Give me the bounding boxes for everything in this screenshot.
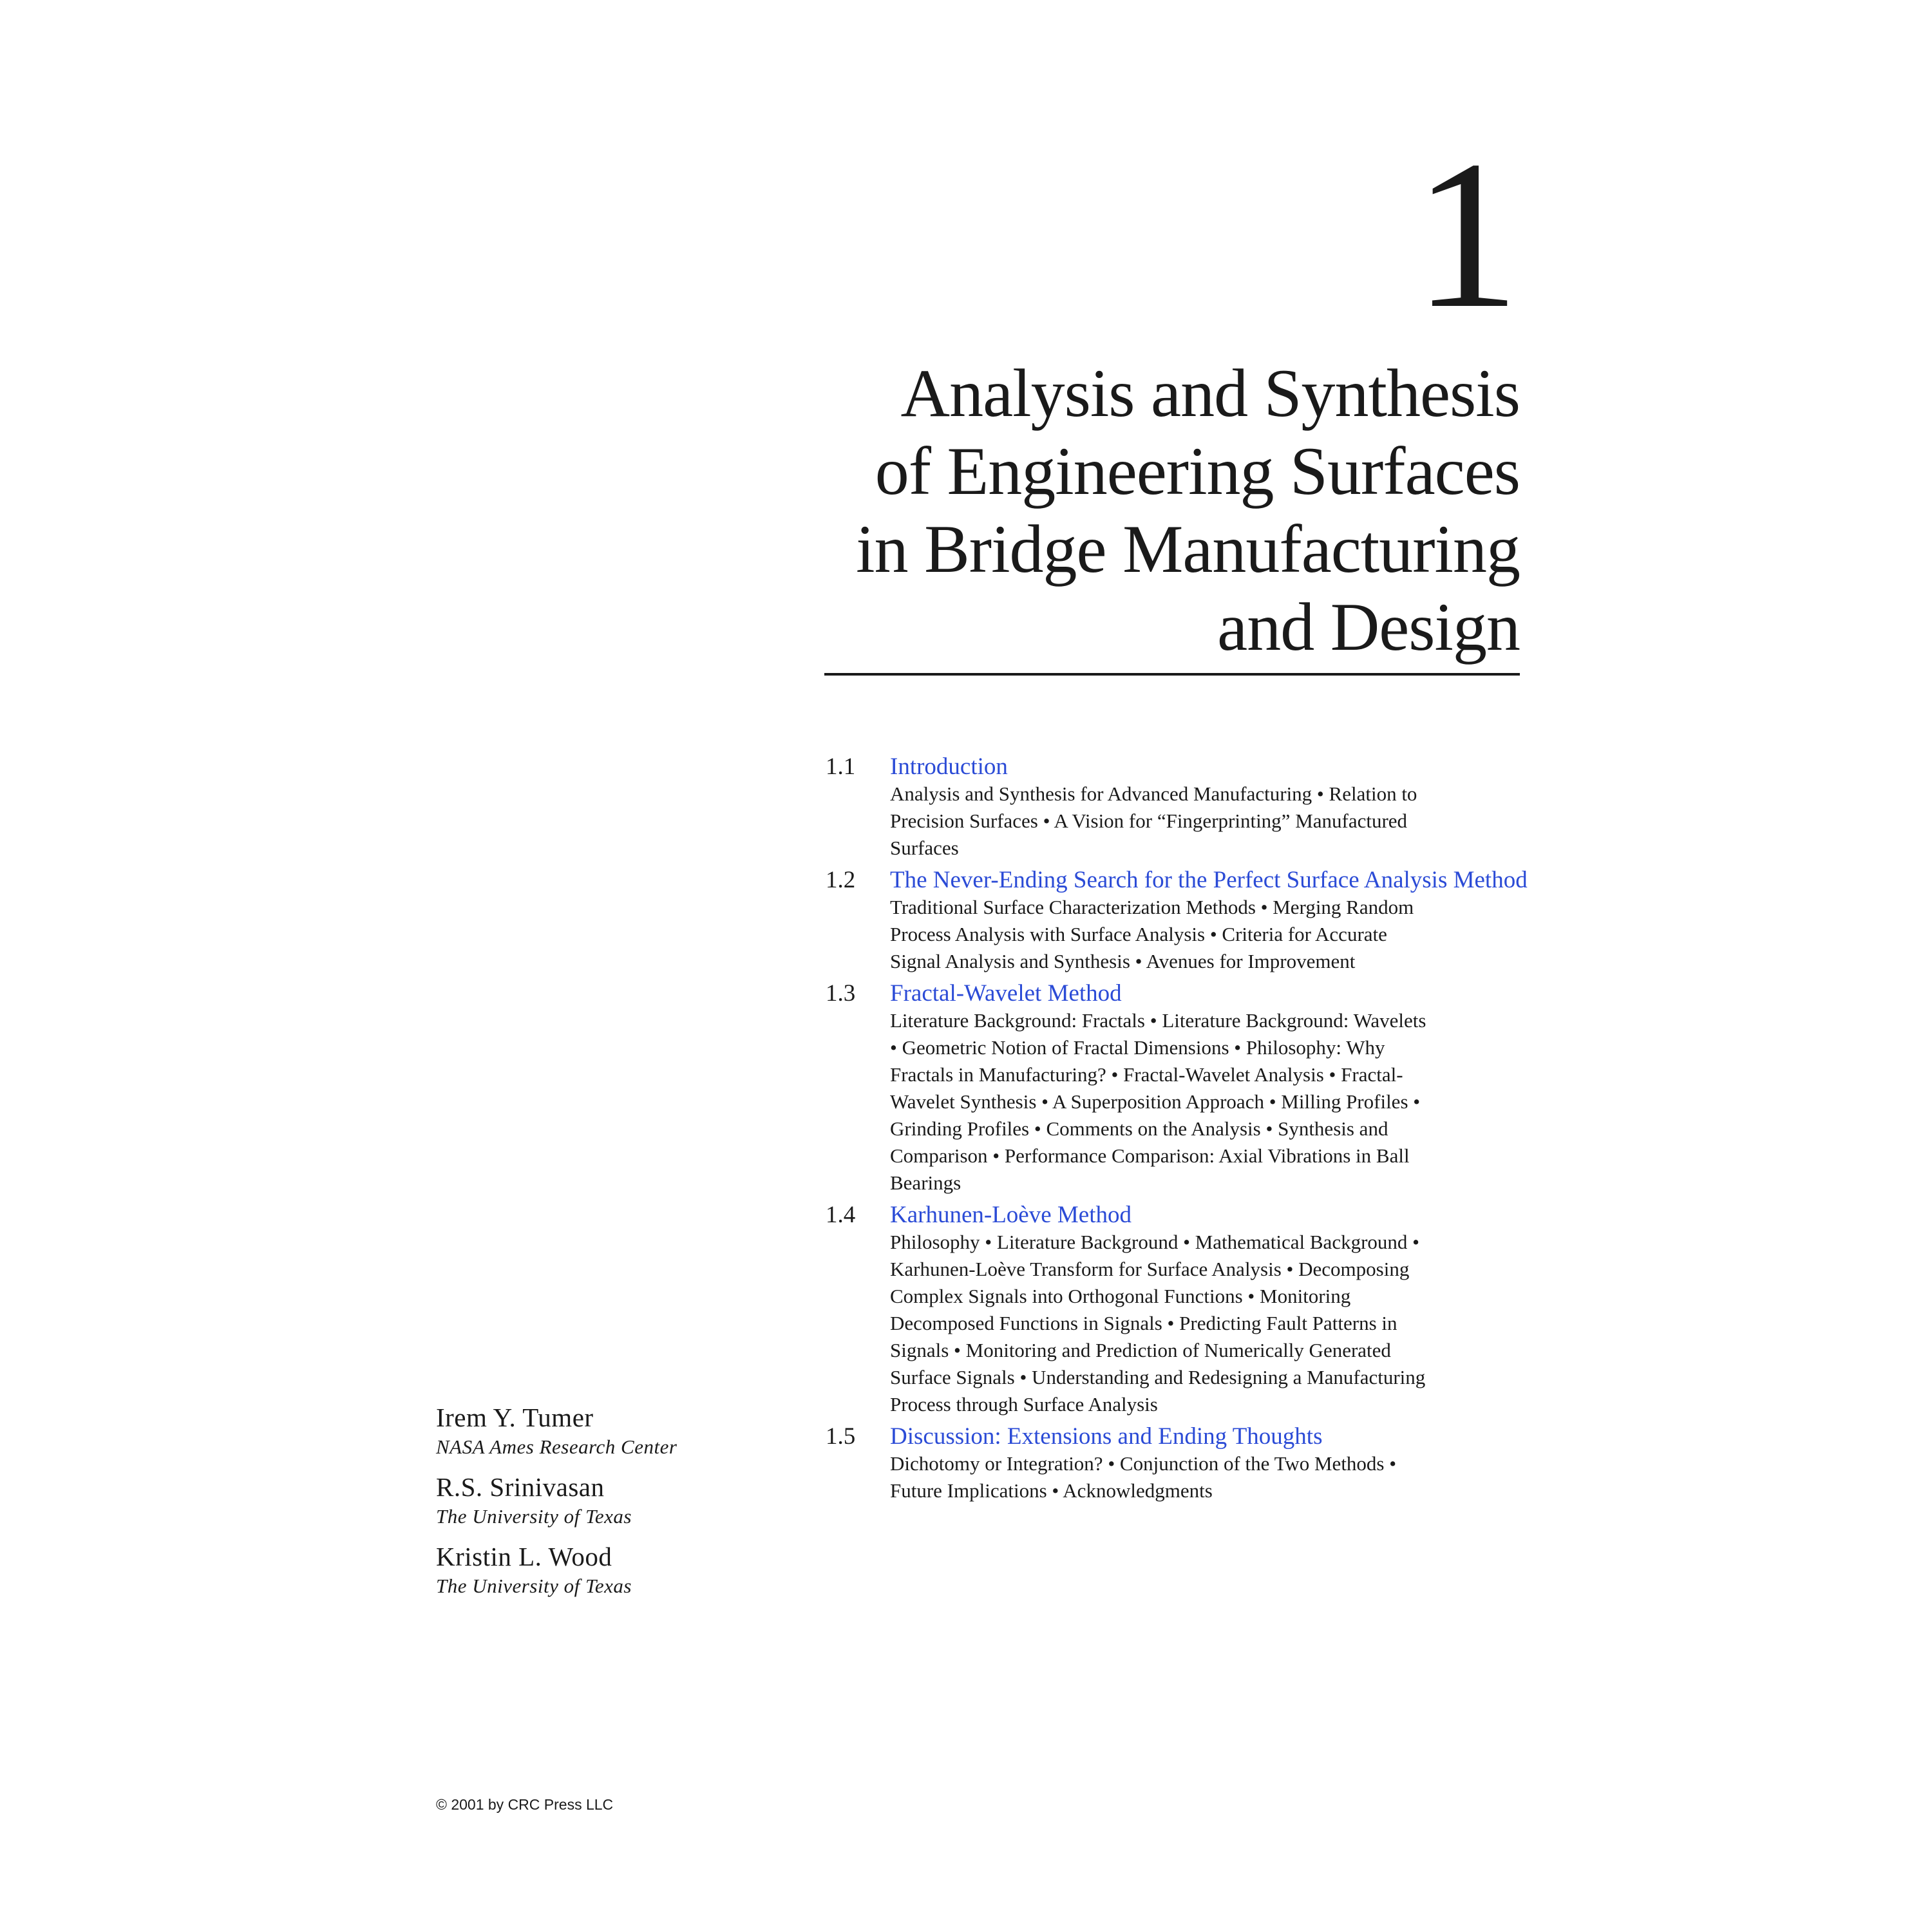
author-affiliation: The University of Texas xyxy=(436,1505,632,1528)
toc-section-number: 1.3 xyxy=(826,980,856,1007)
copyright-notice: © 2001 by CRC Press LLC xyxy=(436,1796,614,1813)
toc-entry-1-5 xyxy=(826,1423,1534,1504)
chapter-title xyxy=(747,354,1520,666)
author-affiliation: NASA Ames Research Center xyxy=(436,1435,677,1458)
toc-entry-1-3 xyxy=(826,980,1534,1197)
toc-section-link-fractal-wavelet[interactable]: Fractal-Wavelet Method xyxy=(890,980,1122,1007)
toc-entry-1-1 xyxy=(826,753,1534,862)
toc-entry-1-4 xyxy=(826,1202,1534,1418)
toc-section-link-karhunen-loeve[interactable]: Karhunen-Loève Method xyxy=(890,1202,1132,1228)
toc-section-topics: Dichotomy or Integration? • Conjunction of the Two Methods • Future Implications • Acknowledgments xyxy=(890,1452,1397,1502)
toc-section-number: 1.4 xyxy=(826,1202,856,1228)
toc-section-link-surface-analysis-method[interactable]: The Never-Ending Search for the Perfect Surface Analysis Method xyxy=(890,867,1528,893)
table-of-contents xyxy=(826,753,1534,1510)
toc-section-number: 1.1 xyxy=(826,753,856,780)
toc-section-link-discussion[interactable]: Discussion: Extensions and Ending Thoughts xyxy=(890,1423,1323,1450)
author-list xyxy=(436,1401,822,1609)
author-affiliation: The University of Texas xyxy=(436,1575,632,1597)
toc-section-topics: Analysis and Synthesis for Advanced Manufacturing • Relation to Precision Surfaces • A Vision for “Fingerprinting” Manufactured Surfaces xyxy=(890,782,1417,859)
chapter-title-line: of Engineering Surfaces xyxy=(875,433,1520,509)
toc-section-number: 1.5 xyxy=(826,1423,856,1450)
toc-section-topics: Literature Background: Fractals • Literature Background: Wavelets • Geometric Notion of Fractal Dimensions • Philosophy: Why Fractals in Manufacturing? • Fractal-Wavelet Analysis • Fractal-Wavelet Synthesis • A Superposition Approach • Milling Profiles • Grinding Profiles • Comments on the Analysis • Synthesis and Comparison • Performance Comparison: Axial Vibrations in Ball Bearings xyxy=(890,1009,1426,1194)
author-block xyxy=(436,1470,822,1530)
author-block xyxy=(436,1540,822,1599)
toc-section-number: 1.2 xyxy=(826,867,856,893)
chapter-title-line: Analysis and Synthesis xyxy=(900,355,1520,431)
author-name: Kristin L. Wood xyxy=(436,1542,612,1571)
author-block xyxy=(436,1401,822,1460)
toc-section-topics: Philosophy • Literature Background • Mathematical Background • Karhunen-Loève Transform for Surface Analysis • Decomposing Complex Signals into Orthogonal Functions • Monitoring Decomposed Functions in Signals • Predicting Fault Patterns in Signals • Monitoring and Prediction of Numerically Generated Surface Signals • Understanding and Redesigning a Manufacturing Process through Surface Analysis xyxy=(890,1231,1426,1416)
toc-section-link-introduction[interactable]: Introduction xyxy=(890,753,1008,780)
chapter-number: 1 xyxy=(1414,117,1520,352)
toc-section-topics: Traditional Surface Characterization Methods • Merging Random Process Analysis with Surface Analysis • Criteria for Accurate Signal Analysis and Synthesis • Avenues for Improvement xyxy=(890,896,1414,972)
title-divider xyxy=(824,673,1520,676)
chapter-title-line: and Design xyxy=(1217,589,1520,665)
author-name: Irem Y. Tumer xyxy=(436,1403,594,1432)
chapter-title-line: in Bridge Manufacturing xyxy=(856,511,1520,587)
toc-entry-1-2 xyxy=(826,867,1534,975)
author-name: R.S. Srinivasan xyxy=(436,1472,605,1502)
